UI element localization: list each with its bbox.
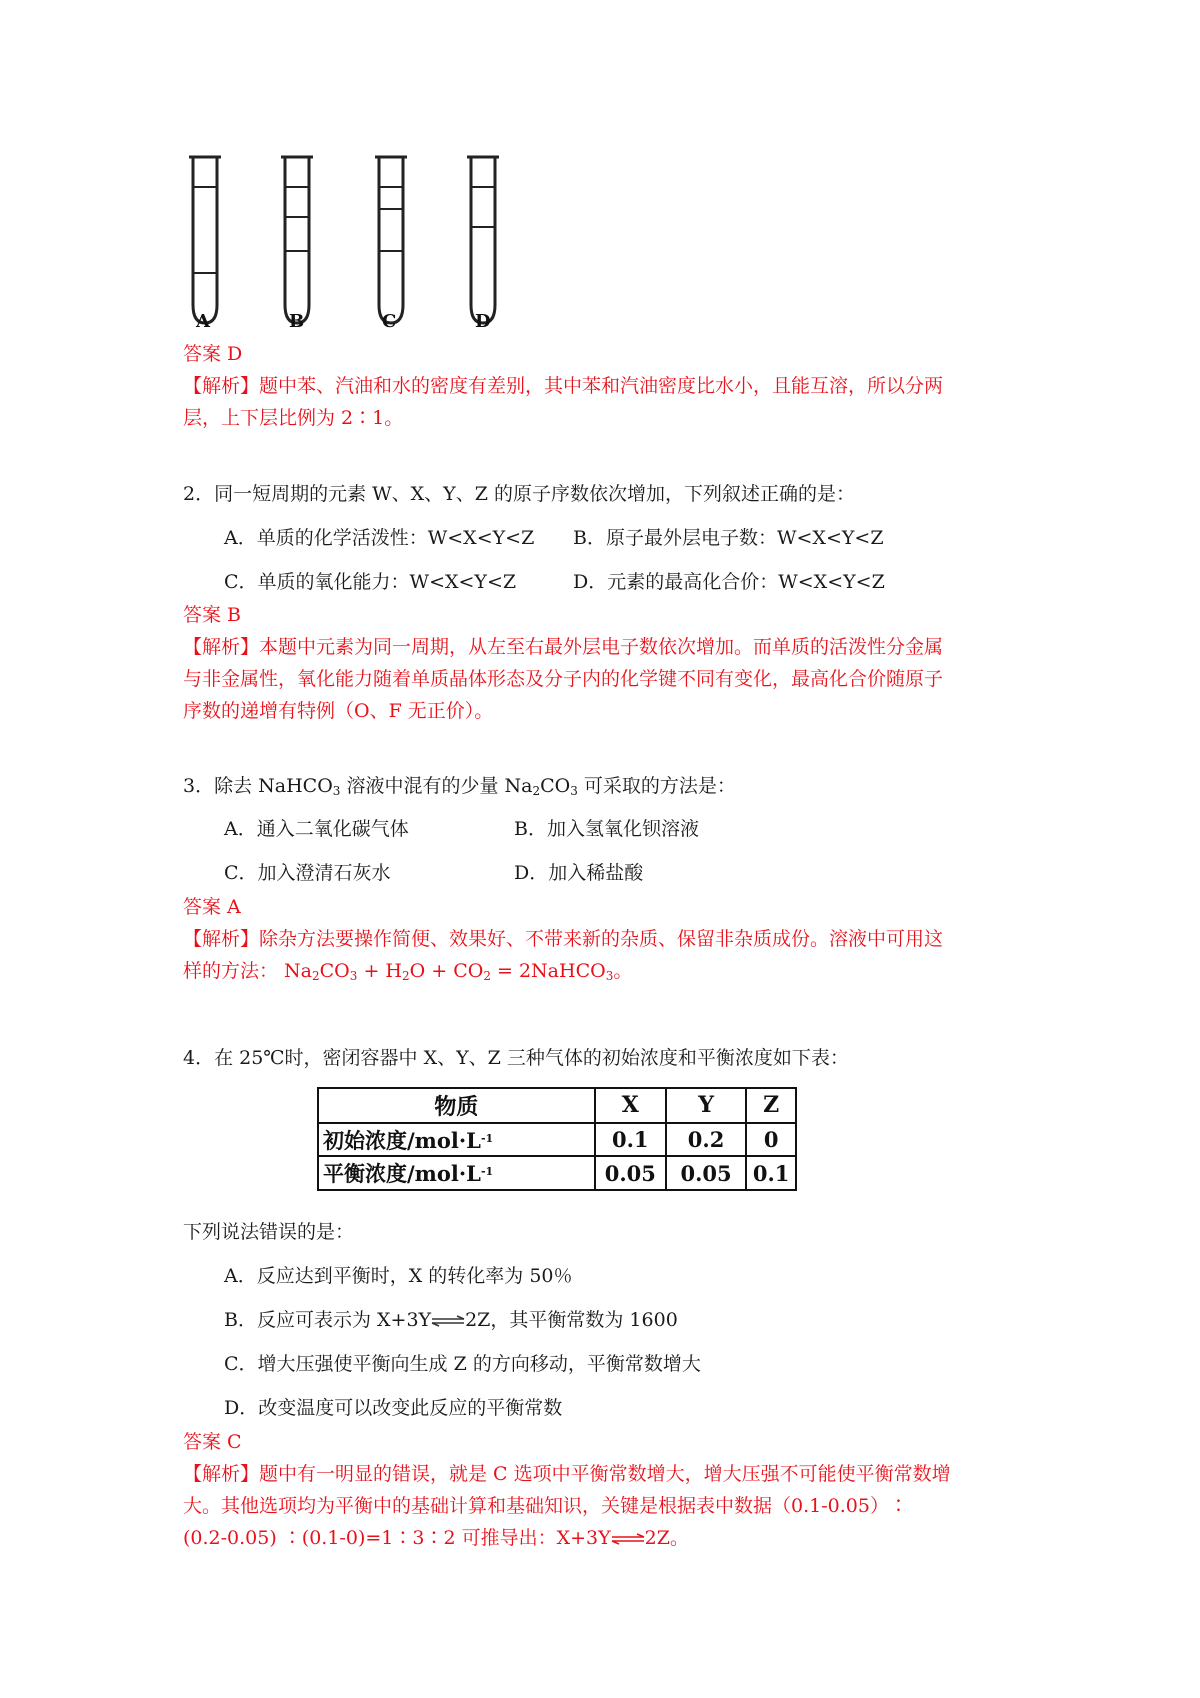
row-label-text: 初始浓度/mol·L bbox=[323, 1127, 481, 1153]
q3-stem bbox=[183, 771, 736, 801]
table-cell: 0 bbox=[746, 1123, 796, 1157]
table-cell: 0.2 bbox=[666, 1123, 746, 1157]
q3-eq-part: 样的方法： Na bbox=[183, 960, 312, 982]
tube-label-d: D bbox=[475, 311, 491, 332]
q3-eq-sub: 2 bbox=[483, 969, 491, 983]
q4-option-a: A．反应达到平衡时，X 的转化率为 50％ bbox=[224, 1265, 573, 1287]
table-header-row bbox=[318, 1088, 796, 1123]
q3-eq-sub: 3 bbox=[605, 969, 614, 983]
q3-stem-sub1: 3 bbox=[332, 784, 341, 798]
q3-eq-part: O + CO bbox=[409, 960, 484, 982]
q3-answer: 答案 A bbox=[183, 896, 241, 918]
q3-eq-sub: 2 bbox=[312, 969, 320, 983]
q4-stem: 4．在 25℃时，密闭容器中 X、Y、Z 三种气体的初始浓度和平衡浓度如下表： bbox=[183, 1047, 849, 1069]
q4-analysis-line-1: 【解析】题中有一明显的错误，就是 C 选项中平衡常数增大，增大压强不可能使平衡常数增 bbox=[183, 1463, 951, 1485]
tube-label-a: A bbox=[196, 311, 210, 332]
q4-option-b-post: 2Z，其平衡常数为 1600 bbox=[465, 1309, 678, 1331]
q2-option-d: D．元素的最高化合价：W<X<Y<Z bbox=[573, 571, 885, 593]
table-cell: 0.1 bbox=[746, 1156, 796, 1190]
q4-analysis-3-pre: (0.2-0.05) ∶(0.1-0)=1∶3∶2 可推导出：X+3Y bbox=[183, 1527, 611, 1549]
q2-analysis-line-2: 与非金属性，氧化能力随着单质晶体形态及分子内的化学键不同有变化，最高化合价随原子 bbox=[183, 668, 944, 690]
q2-option-a: A．单质的化学活泼性：W<X<Y<Z bbox=[224, 527, 535, 549]
q4-option-b bbox=[224, 1305, 678, 1335]
q4-prompt: 下列说法错误的是： bbox=[183, 1221, 355, 1243]
q3-eq-part: 。 bbox=[613, 960, 633, 982]
q3-eq-part: = 2NaHCO bbox=[490, 960, 606, 982]
q4-analysis-line-2: 大。其他选项均为平衡中的基础计算和基础知识，关键是根据表中数据（0.1-0.05）∶ bbox=[183, 1495, 908, 1517]
table-row bbox=[318, 1123, 796, 1157]
q3-stem-mid2: CO bbox=[540, 775, 571, 797]
equilibrium-arrow-icon bbox=[611, 1533, 645, 1545]
table-row-label bbox=[318, 1123, 595, 1157]
q3-option-b: B．加入氢氧化钡溶液 bbox=[514, 818, 699, 840]
equilibrium-arrow-icon bbox=[431, 1315, 465, 1327]
table-row-label bbox=[318, 1156, 595, 1190]
test-tubes-drawing bbox=[183, 155, 543, 335]
tube-label-b: B bbox=[289, 311, 305, 332]
q3-stem-sub2: 2 bbox=[532, 784, 541, 798]
q4-option-b-pre: B．反应可表示为 X+3Y bbox=[224, 1309, 432, 1331]
table-cell: 0.05 bbox=[666, 1156, 746, 1190]
q4-answer: 答案 C bbox=[183, 1431, 242, 1453]
q4-option-d: D．改变温度可以改变此反应的平衡常数 bbox=[224, 1397, 563, 1419]
table-row bbox=[318, 1156, 796, 1190]
q3-option-d: D．加入稀盐酸 bbox=[514, 862, 644, 884]
q2-analysis-line-1: 【解析】本题中元素为同一周期，从左至右最外层电子数依次增加。而单质的活泼性分金属 bbox=[183, 636, 944, 658]
table-header-cell: Z bbox=[746, 1088, 796, 1123]
q4-option-c: C．增大压强使平衡向生成 Z 的方向移动，平衡常数增大 bbox=[224, 1353, 701, 1375]
q1-analysis-line-2: 层，上下层比例为 2∶1。 bbox=[183, 407, 404, 429]
table-header-cell: 物质 bbox=[318, 1088, 595, 1123]
q1-analysis-line-1: 【解析】题中苯、汽油和水的密度有差别，其中苯和汽油密度比水小，且能互溶，所以分两 bbox=[183, 375, 944, 397]
tube-label-c: C bbox=[382, 311, 397, 332]
q3-stem-post: 可采取的方法是： bbox=[577, 775, 736, 797]
table-cell: 0.05 bbox=[595, 1156, 666, 1190]
q3-option-c: C．加入澄清石灰水 bbox=[224, 862, 391, 884]
q1-answer: 答案 D bbox=[183, 343, 243, 365]
table-header-cell: Y bbox=[666, 1088, 746, 1123]
q3-stem-pre: 3．除去 NaHCO bbox=[183, 775, 333, 797]
concentration-table bbox=[317, 1087, 797, 1191]
table-header-cell: X bbox=[595, 1088, 666, 1123]
q3-analysis-line-1: 【解析】除杂方法要操作简便、效果好、不带来新的杂质、保留非杂质成份。溶液中可用这 bbox=[183, 928, 944, 950]
q3-option-a: A．通入二氧化碳气体 bbox=[224, 818, 409, 840]
q3-eq-part: + H bbox=[357, 960, 402, 982]
q2-option-b: B．原子最外层电子数：W<X<Y<Z bbox=[573, 527, 884, 549]
q3-eq-sub: 3 bbox=[349, 969, 358, 983]
q3-analysis-line-2 bbox=[183, 956, 632, 986]
q3-eq-sub: 2 bbox=[401, 969, 410, 983]
q3-stem-mid: 溶液中混有的少量 Na bbox=[340, 775, 533, 797]
q4-analysis-line-3 bbox=[183, 1523, 689, 1553]
q2-analysis-line-3: 序数的递增有特例（O、F 无正价）。 bbox=[183, 700, 494, 722]
table-cell: 0.1 bbox=[595, 1123, 666, 1157]
q2-option-c: C．单质的氧化能力：W<X<Y<Z bbox=[224, 571, 517, 593]
q3-eq-part: CO bbox=[319, 960, 350, 982]
q4-analysis-3-post: 2Z。 bbox=[644, 1527, 689, 1549]
q3-stem-sub3: 3 bbox=[570, 784, 578, 798]
test-tubes-figure bbox=[183, 155, 543, 335]
q2-stem: 2．同一短周期的元素 W、X、Y、Z 的原子序数依次增加，下列叙述正确的是： bbox=[183, 483, 855, 505]
row-label-sup: -1 bbox=[480, 1165, 494, 1179]
row-label-text: 平衡浓度/mol·L bbox=[323, 1161, 481, 1187]
q2-answer: 答案 B bbox=[183, 604, 242, 626]
row-label-sup: -1 bbox=[480, 1131, 494, 1145]
